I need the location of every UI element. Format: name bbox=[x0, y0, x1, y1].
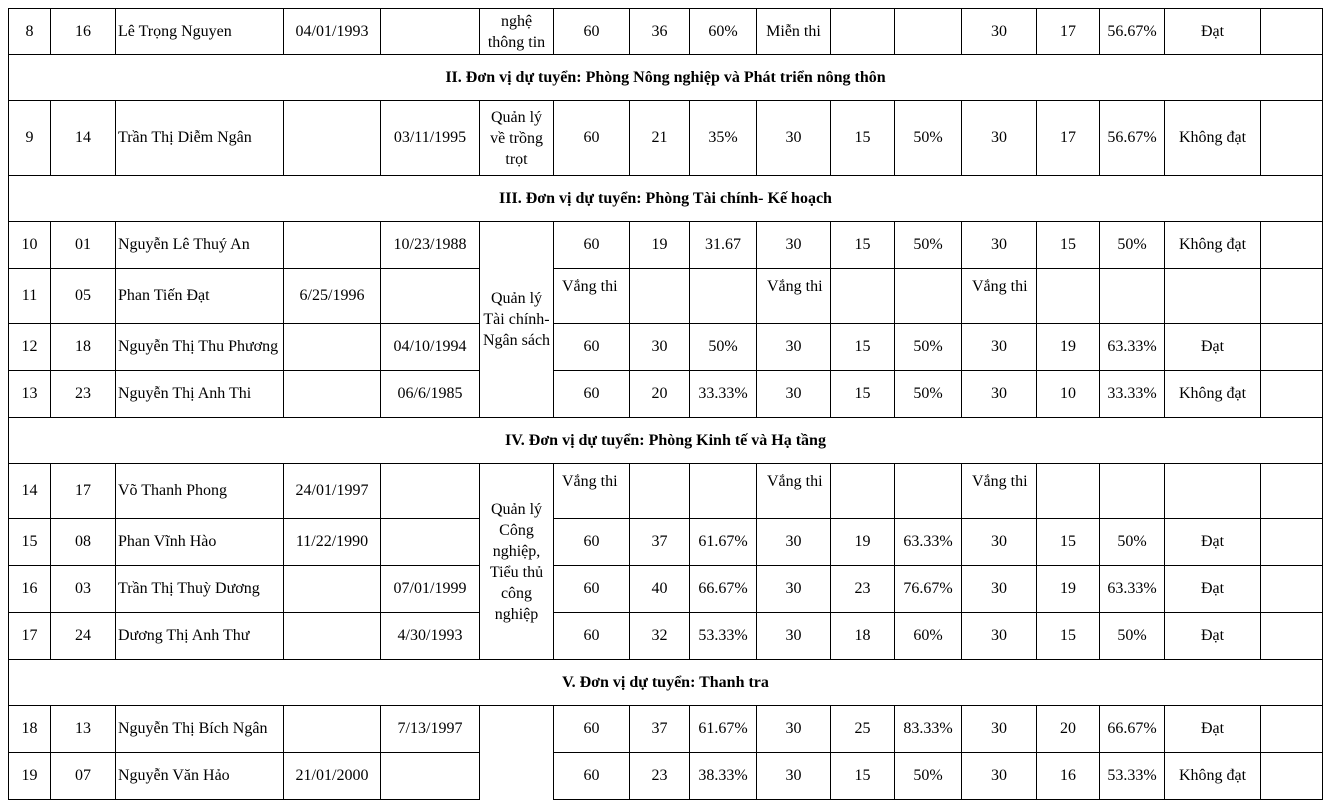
table-row bbox=[9, 464, 1323, 519]
dob-female-cell bbox=[381, 464, 480, 519]
part1-max-cell: 60 bbox=[554, 9, 630, 55]
sbd-cell: 07 bbox=[51, 753, 116, 800]
part1-max-cell: 60 bbox=[554, 519, 630, 566]
part2-score-cell: 15 bbox=[831, 222, 895, 269]
dob-male-cell bbox=[284, 706, 381, 753]
table-row bbox=[9, 753, 1323, 800]
part1-score-cell: 32 bbox=[630, 613, 690, 660]
part2-score-cell: 15 bbox=[831, 324, 895, 371]
section-row bbox=[9, 176, 1323, 222]
part2-max-cell: 30 bbox=[757, 222, 831, 269]
name-cell: Phan Vĩnh Hào bbox=[116, 519, 284, 566]
part1-max-cell: 60 bbox=[554, 566, 630, 613]
part2-score-cell: 15 bbox=[831, 101, 895, 176]
part3-percent-cell: 56.67% bbox=[1100, 101, 1165, 176]
part1-max-cell: 60 bbox=[554, 324, 630, 371]
part3-percent-cell: 50% bbox=[1100, 613, 1165, 660]
table-row bbox=[9, 101, 1323, 176]
section-row bbox=[9, 660, 1323, 706]
part1-score-cell: 23 bbox=[630, 753, 690, 800]
part2-score-cell: 18 bbox=[831, 613, 895, 660]
note-cell bbox=[1261, 706, 1323, 753]
part3-percent-cell: 53.33% bbox=[1100, 753, 1165, 800]
part1-score-cell: 36 bbox=[630, 9, 690, 55]
sbd-cell: 16 bbox=[51, 9, 116, 55]
result-cell bbox=[1165, 464, 1261, 519]
sbd-cell: 24 bbox=[51, 613, 116, 660]
dob-female-cell bbox=[381, 269, 480, 324]
dob-female-cell bbox=[381, 519, 480, 566]
part2-percent-cell: 76.67% bbox=[895, 566, 962, 613]
dob-male-cell bbox=[284, 566, 381, 613]
dob-male-cell bbox=[284, 371, 381, 418]
name-cell: Nguyễn Thị Anh Thi bbox=[116, 371, 284, 418]
part2-score-cell: 15 bbox=[831, 753, 895, 800]
section-heading: V. Đơn vị dự tuyển: Thanh tra bbox=[9, 660, 1323, 706]
part2-max-cell: 30 bbox=[757, 566, 831, 613]
part1-percent-cell: 66.67% bbox=[690, 566, 757, 613]
part3-percent-cell: 63.33% bbox=[1100, 324, 1165, 371]
sbd-cell: 13 bbox=[51, 706, 116, 753]
section-heading: IV. Đơn vị dự tuyển: Phòng Kinh tế và Hạ tầng bbox=[9, 418, 1323, 464]
table-row bbox=[9, 371, 1323, 418]
note-cell bbox=[1261, 753, 1323, 800]
result-cell: Không đạt bbox=[1165, 101, 1261, 176]
table-row bbox=[9, 324, 1323, 371]
dob-male-cell bbox=[284, 101, 381, 176]
part2-percent-cell: 50% bbox=[895, 371, 962, 418]
part1-absent-cell: Vắng thi bbox=[554, 269, 630, 324]
sbd-cell: 17 bbox=[51, 464, 116, 519]
note-cell bbox=[1261, 613, 1323, 660]
dob-female-cell: 4/30/1993 bbox=[381, 613, 480, 660]
dob-female-cell: 06/6/1985 bbox=[381, 371, 480, 418]
part3-max-cell: 30 bbox=[962, 324, 1037, 371]
note-cell bbox=[1261, 222, 1323, 269]
part3-max-cell: 30 bbox=[962, 222, 1037, 269]
part1-percent-cell: 60% bbox=[690, 9, 757, 55]
name-cell: Nguyễn Thị Thu Phương bbox=[116, 324, 284, 371]
part3-max-cell: 30 bbox=[962, 371, 1037, 418]
part3-score-cell: 19 bbox=[1037, 324, 1100, 371]
stt-cell: 14 bbox=[9, 464, 51, 519]
sbd-cell: 14 bbox=[51, 101, 116, 176]
dob-male-cell bbox=[284, 222, 381, 269]
dob-female-cell: 10/23/1988 bbox=[381, 222, 480, 269]
section-heading: III. Đơn vị dự tuyển: Phòng Tài chính- Kế hoạch bbox=[9, 176, 1323, 222]
table-row bbox=[9, 222, 1323, 269]
part2-max-cell: 30 bbox=[757, 706, 831, 753]
part1-score-cell: 40 bbox=[630, 566, 690, 613]
part3-percent-cell: 63.33% bbox=[1100, 566, 1165, 613]
name-cell: Nguyễn Lê Thuý An bbox=[116, 222, 284, 269]
part2-percent-cell bbox=[895, 9, 962, 55]
dob-female-cell: 07/01/1999 bbox=[381, 566, 480, 613]
part2-absent-cell: Vắng thi bbox=[757, 464, 831, 519]
part3-percent-cell: 56.67% bbox=[1100, 9, 1165, 55]
note-cell bbox=[1261, 9, 1323, 55]
dob-female-cell bbox=[381, 9, 480, 55]
part1-max-cell: 60 bbox=[554, 706, 630, 753]
part1-max-cell: 60 bbox=[554, 753, 630, 800]
part1-score-cell: 37 bbox=[630, 706, 690, 753]
table-row bbox=[9, 706, 1323, 753]
part1-score-cell: 37 bbox=[630, 519, 690, 566]
dob-male-cell bbox=[284, 613, 381, 660]
part1-percent-cell: 61.67% bbox=[690, 706, 757, 753]
part2-max-cell: 30 bbox=[757, 753, 831, 800]
part3-score-cell: 10 bbox=[1037, 371, 1100, 418]
stt-cell: 12 bbox=[9, 324, 51, 371]
stt-cell: 19 bbox=[9, 753, 51, 800]
part3-score-cell: 17 bbox=[1037, 101, 1100, 176]
part3-percent-cell bbox=[1100, 269, 1165, 324]
sbd-cell: 03 bbox=[51, 566, 116, 613]
part1-percent-cell: 31.67 bbox=[690, 222, 757, 269]
part2-percent-cell bbox=[895, 269, 962, 324]
dob-male-cell: 24/01/1997 bbox=[284, 464, 381, 519]
part2-max-cell: Miễn thi bbox=[757, 9, 831, 55]
part2-percent-cell bbox=[895, 464, 962, 519]
part3-score-cell: 17 bbox=[1037, 9, 1100, 55]
part3-percent-cell: 66.67% bbox=[1100, 706, 1165, 753]
dob-male-cell: 21/01/2000 bbox=[284, 753, 381, 800]
sbd-cell: 18 bbox=[51, 324, 116, 371]
part1-score-cell: 19 bbox=[630, 222, 690, 269]
part2-percent-cell: 50% bbox=[895, 222, 962, 269]
result-cell: Không đạt bbox=[1165, 371, 1261, 418]
part1-max-cell: 60 bbox=[554, 222, 630, 269]
part1-percent-cell bbox=[690, 464, 757, 519]
section-row bbox=[9, 418, 1323, 464]
result-cell: Đạt bbox=[1165, 706, 1261, 753]
part3-percent-cell: 50% bbox=[1100, 222, 1165, 269]
part1-max-cell: 60 bbox=[554, 371, 630, 418]
results-table bbox=[8, 8, 1323, 800]
dob-female-cell bbox=[381, 753, 480, 800]
name-cell: Dương Thị Anh Thư bbox=[116, 613, 284, 660]
table-row bbox=[9, 613, 1323, 660]
stt-cell: 10 bbox=[9, 222, 51, 269]
part3-absent-cell: Vắng thi bbox=[962, 464, 1037, 519]
part1-percent-cell bbox=[690, 269, 757, 324]
stt-cell: 8 bbox=[9, 9, 51, 55]
dob-female-cell: 03/11/1995 bbox=[381, 101, 480, 176]
part3-score-cell: 15 bbox=[1037, 613, 1100, 660]
part3-max-cell: 30 bbox=[962, 101, 1037, 176]
dob-female-cell: 7/13/1997 bbox=[381, 706, 480, 753]
stt-cell: 15 bbox=[9, 519, 51, 566]
part2-score-cell: 19 bbox=[831, 519, 895, 566]
job-cell: Quản lý Tài chính- Ngân sách bbox=[480, 222, 554, 418]
part2-max-cell: 30 bbox=[757, 324, 831, 371]
name-cell: Lê Trọng Nguyen bbox=[116, 9, 284, 55]
part2-percent-cell: 83.33% bbox=[895, 706, 962, 753]
part2-absent-cell: Vắng thi bbox=[757, 269, 831, 324]
job-cell: Quản lý Công nghiệp, Tiểu thủ công nghiệp bbox=[480, 464, 554, 660]
part2-max-cell: 30 bbox=[757, 371, 831, 418]
dob-male-cell: 6/25/1996 bbox=[284, 269, 381, 324]
result-cell bbox=[1165, 269, 1261, 324]
part2-percent-cell: 60% bbox=[895, 613, 962, 660]
part3-score-cell: 15 bbox=[1037, 519, 1100, 566]
part3-score-cell: 15 bbox=[1037, 222, 1100, 269]
part3-score-cell bbox=[1037, 269, 1100, 324]
part1-percent-cell: 38.33% bbox=[690, 753, 757, 800]
name-cell: Phan Tiến Đạt bbox=[116, 269, 284, 324]
part3-max-cell: 30 bbox=[962, 706, 1037, 753]
part2-score-cell bbox=[831, 9, 895, 55]
part1-score-cell bbox=[630, 269, 690, 324]
part2-percent-cell: 50% bbox=[895, 753, 962, 800]
job-cell: Quản lý về trồng trọt bbox=[480, 101, 554, 176]
result-cell: Đạt bbox=[1165, 566, 1261, 613]
table-row bbox=[9, 566, 1323, 613]
sbd-cell: 23 bbox=[51, 371, 116, 418]
dob-female-cell: 04/10/1994 bbox=[381, 324, 480, 371]
part2-score-cell bbox=[831, 464, 895, 519]
result-cell: Đạt bbox=[1165, 519, 1261, 566]
dob-male-cell: 11/22/1990 bbox=[284, 519, 381, 566]
name-cell: Trần Thị Diễm Ngân bbox=[116, 101, 284, 176]
part2-score-cell: 15 bbox=[831, 371, 895, 418]
part1-absent-cell: Vắng thi bbox=[554, 464, 630, 519]
part1-percent-cell: 61.67% bbox=[690, 519, 757, 566]
note-cell bbox=[1261, 324, 1323, 371]
note-cell bbox=[1261, 101, 1323, 176]
part3-score-cell: 16 bbox=[1037, 753, 1100, 800]
stt-cell: 17 bbox=[9, 613, 51, 660]
part3-percent-cell bbox=[1100, 464, 1165, 519]
part2-percent-cell: 50% bbox=[895, 101, 962, 176]
stt-cell: 16 bbox=[9, 566, 51, 613]
part1-percent-cell: 35% bbox=[690, 101, 757, 176]
sbd-cell: 05 bbox=[51, 269, 116, 324]
sbd-cell: 01 bbox=[51, 222, 116, 269]
stt-cell: 11 bbox=[9, 269, 51, 324]
note-cell bbox=[1261, 371, 1323, 418]
result-cell: Không đạt bbox=[1165, 753, 1261, 800]
stt-cell: 13 bbox=[9, 371, 51, 418]
part1-percent-cell: 53.33% bbox=[690, 613, 757, 660]
result-cell: Không đạt bbox=[1165, 222, 1261, 269]
part3-percent-cell: 50% bbox=[1100, 519, 1165, 566]
part3-absent-cell: Vắng thi bbox=[962, 269, 1037, 324]
stt-cell: 9 bbox=[9, 101, 51, 176]
dob-male-cell: 04/01/1993 bbox=[284, 9, 381, 55]
part2-score-cell: 23 bbox=[831, 566, 895, 613]
part3-max-cell: 30 bbox=[962, 753, 1037, 800]
note-cell bbox=[1261, 566, 1323, 613]
part1-score-cell: 30 bbox=[630, 324, 690, 371]
part3-max-cell: 30 bbox=[962, 613, 1037, 660]
part1-percent-cell: 50% bbox=[690, 324, 757, 371]
note-cell bbox=[1261, 464, 1323, 519]
part2-percent-cell: 63.33% bbox=[895, 519, 962, 566]
job-cell bbox=[480, 706, 554, 800]
part2-score-cell bbox=[831, 269, 895, 324]
part3-score-cell: 20 bbox=[1037, 706, 1100, 753]
part1-score-cell: 20 bbox=[630, 371, 690, 418]
part1-max-cell: 60 bbox=[554, 101, 630, 176]
table-row bbox=[9, 519, 1323, 566]
note-cell bbox=[1261, 519, 1323, 566]
part1-max-cell: 60 bbox=[554, 613, 630, 660]
part1-percent-cell: 33.33% bbox=[690, 371, 757, 418]
part3-score-cell: 19 bbox=[1037, 566, 1100, 613]
part2-max-cell: 30 bbox=[757, 519, 831, 566]
section-heading: II. Đơn vị dự tuyển: Phòng Nông nghiệp và Phát triển nông thôn bbox=[9, 55, 1323, 101]
name-cell: Nguyễn Thị Bích Ngân bbox=[116, 706, 284, 753]
part2-max-cell: 30 bbox=[757, 101, 831, 176]
part2-percent-cell: 50% bbox=[895, 324, 962, 371]
dob-male-cell bbox=[284, 324, 381, 371]
sbd-cell: 08 bbox=[51, 519, 116, 566]
section-row bbox=[9, 55, 1323, 101]
result-cell: Đạt bbox=[1165, 9, 1261, 55]
part1-score-cell bbox=[630, 464, 690, 519]
part3-max-cell: 30 bbox=[962, 566, 1037, 613]
table-row bbox=[9, 9, 1323, 55]
note-cell bbox=[1261, 269, 1323, 324]
name-cell: Trần Thị Thuỳ Dương bbox=[116, 566, 284, 613]
part2-max-cell: 30 bbox=[757, 613, 831, 660]
result-cell: Đạt bbox=[1165, 613, 1261, 660]
part3-max-cell: 30 bbox=[962, 9, 1037, 55]
stt-cell: 18 bbox=[9, 706, 51, 753]
job-cell: nghệ thông tin bbox=[480, 9, 554, 55]
table-row bbox=[9, 269, 1323, 324]
result-cell: Đạt bbox=[1165, 324, 1261, 371]
part3-max-cell: 30 bbox=[962, 519, 1037, 566]
part1-score-cell: 21 bbox=[630, 101, 690, 176]
part3-score-cell bbox=[1037, 464, 1100, 519]
name-cell: Nguyễn Văn Hảo bbox=[116, 753, 284, 800]
part3-percent-cell: 33.33% bbox=[1100, 371, 1165, 418]
part2-score-cell: 25 bbox=[831, 706, 895, 753]
name-cell: Võ Thanh Phong bbox=[116, 464, 284, 519]
